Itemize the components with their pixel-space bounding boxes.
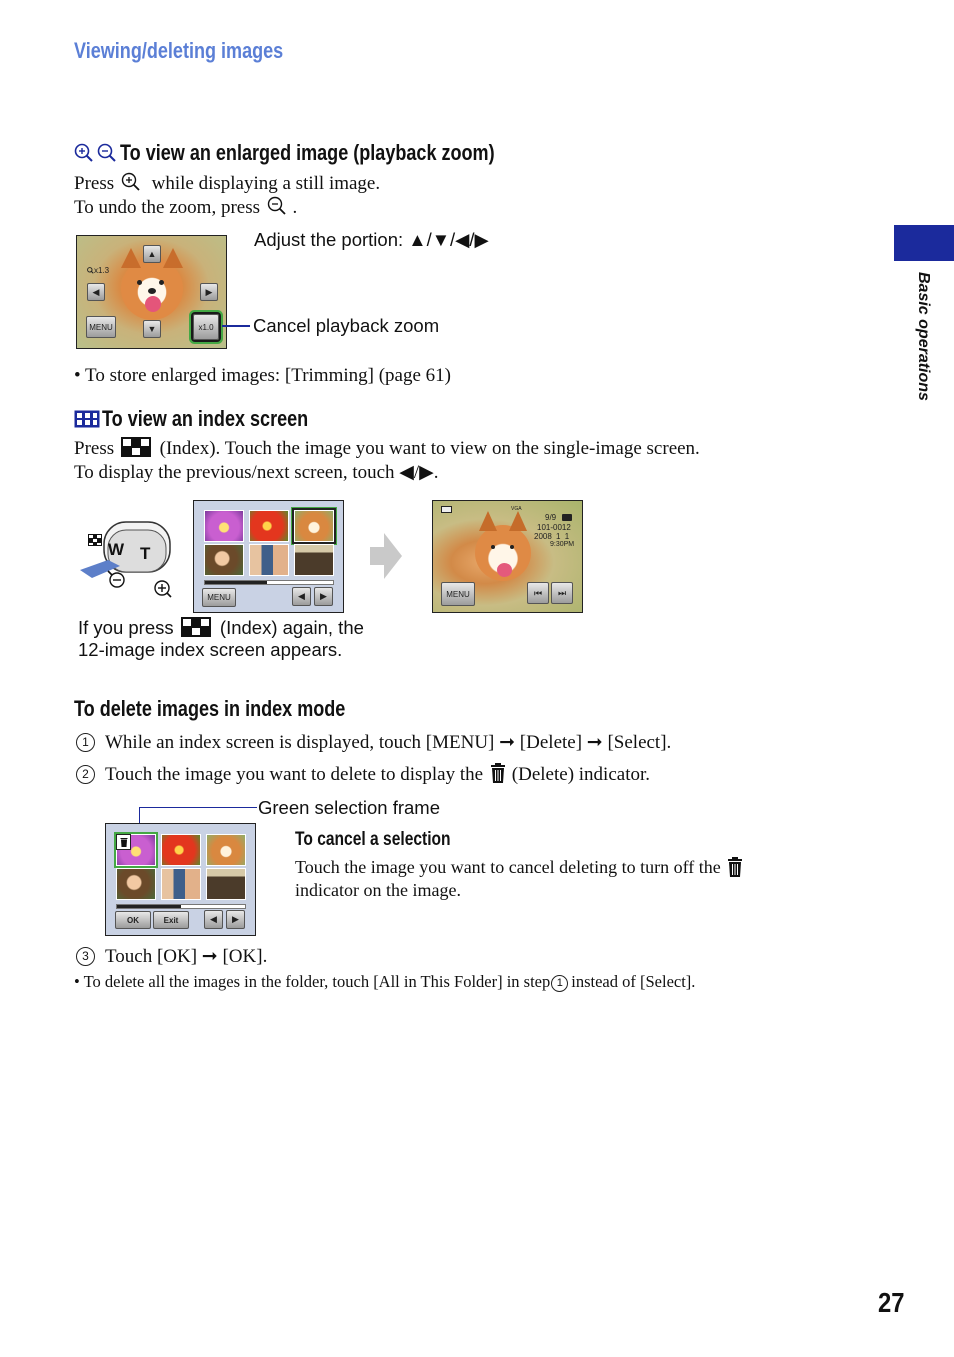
zoom-out-icon (97, 143, 117, 163)
index-prev-button[interactable]: ◀ (292, 587, 311, 606)
step-number: 3 (76, 947, 95, 966)
scroll-left-button[interactable]: ◀ (87, 283, 105, 301)
zoom-heading-row (74, 141, 577, 165)
trash-icon (116, 834, 131, 850)
delete-prev-button[interactable]: ◀ (204, 910, 223, 929)
step-number: 1 (551, 975, 568, 992)
delete-all-note (74, 971, 695, 993)
delete-heading: To delete images in index mode (74, 696, 346, 721)
cancel-selection-line2: indicator on the image. (295, 880, 461, 900)
zoom-lcd-screen (76, 235, 227, 349)
thumb-child[interactable] (204, 544, 244, 576)
zoom-heading: To view an enlarged image (playback zoom) (120, 140, 495, 165)
lcd-menu-button[interactable]: MENU (86, 316, 116, 338)
lever-t-label: T (140, 544, 151, 563)
previous-image-button[interactable]: ⏮ (527, 582, 549, 604)
trash-icon (490, 763, 506, 783)
lever-w-label: W (108, 540, 125, 559)
caption-a: If you press (78, 617, 174, 638)
side-tab-marker (894, 225, 954, 261)
delete-step-2 (76, 763, 650, 787)
delete-step-1 (76, 731, 671, 755)
callout-green-frame: Green selection frame (258, 797, 441, 818)
delete-lcd-screen (105, 823, 256, 936)
recorded-date: 2008 1 1 (534, 532, 570, 541)
callout-line (222, 325, 250, 327)
file-number: 101-0012 (537, 523, 571, 532)
zoom-level-label: x1.3 (87, 266, 109, 275)
right-arrow-icon (370, 533, 402, 579)
index-heading-row (74, 407, 353, 431)
delete-scrollbar[interactable] (116, 904, 246, 909)
zoom-line2-b: . (292, 197, 298, 218)
index-line1 (74, 437, 700, 461)
index-line2: To display the previous/next screen, touch ◀/▶. (74, 462, 439, 483)
index-scrollbar[interactable] (204, 580, 334, 585)
protect-icon (562, 514, 572, 521)
index-caption-line1 (78, 617, 364, 639)
cancel-line1-text: Touch the image you want to cancel deleting to turn off the (295, 857, 721, 877)
thumb-flower-purple[interactable] (204, 510, 244, 542)
zoom-line1 (74, 172, 380, 196)
trimming-note: • To store enlarged images: [Trimming] (page 61) (74, 365, 451, 386)
note-a: • To delete all the images in the folder, touch [All in This Folder] in step (74, 972, 551, 991)
delete-ok-button[interactable]: OK (115, 911, 151, 929)
section-header: Viewing/deleting images (74, 38, 284, 63)
cancel-selection-line1 (295, 856, 743, 878)
zoom-out-icon (267, 196, 287, 216)
step-number: 1 (76, 733, 95, 752)
zoom-line1-b: while displaying a still image. (151, 173, 381, 194)
thumb-flower-red[interactable] (161, 834, 201, 866)
caption-b: (Index) again, the (219, 617, 364, 638)
next-image-button[interactable]: ⏭ (551, 582, 573, 604)
zoom-in-icon (74, 143, 94, 163)
step1-text: While an index screen is displayed, touch [MENU] ➞ [Delete] ➞ [Select]. (105, 732, 672, 753)
zoom-lever-illustration (78, 512, 182, 604)
zoom-line2-a: To undo the zoom, press (74, 197, 261, 218)
index-line1-a: Press (74, 438, 115, 459)
callout-cancel-zoom: Cancel playback zoom (253, 315, 440, 336)
scroll-down-button[interactable]: ▼ (143, 320, 161, 338)
zoom-in-icon (121, 172, 141, 192)
battery-icon (441, 506, 452, 513)
zoom-line2 (74, 196, 297, 220)
step3-text: Touch [OK] ➞ [OK]. (105, 946, 268, 967)
index-next-button[interactable]: ▶ (314, 587, 333, 606)
delete-step-3 (76, 945, 267, 969)
recorded-time: 9:30PM (550, 541, 575, 548)
cancel-zoom-button[interactable]: x1.0 (193, 314, 219, 340)
index-line1-b: (Index). Touch the image you want to view on the single-image screen. (159, 438, 700, 459)
side-tab-label: Basic operations (915, 272, 932, 401)
delete-next-button[interactable]: ▶ (226, 910, 245, 929)
thumb-child[interactable] (116, 868, 156, 900)
note-b: instead of [Select]. (571, 972, 696, 991)
thumb-family[interactable] (161, 868, 201, 900)
delete-exit-button[interactable]: Exit (153, 911, 189, 929)
index-icon (181, 617, 211, 637)
image-counter: 9/9 (545, 513, 557, 522)
zoom-line1-a: Press (74, 173, 115, 194)
zoom-in-icon (87, 267, 94, 274)
index-caption-line2: 12-image index screen appears. (78, 639, 343, 660)
scroll-up-button[interactable]: ▲ (143, 245, 161, 263)
single-image-lcd (432, 500, 583, 613)
single-menu-button[interactable]: MENU (441, 582, 475, 606)
image-size-label: VGA (511, 506, 522, 512)
cancel-selection-heading: To cancel a selection (295, 829, 451, 850)
thumb-forest[interactable] (294, 544, 334, 576)
step2-b: (Delete) indicator. (511, 764, 651, 785)
index-heading: To view an index screen (102, 406, 309, 431)
thumb-dog[interactable] (206, 834, 246, 866)
step-number: 2 (76, 765, 95, 784)
thumb-family[interactable] (249, 544, 289, 576)
index-icon (74, 410, 100, 428)
thumb-forest[interactable] (206, 868, 246, 900)
trash-icon (727, 857, 743, 877)
index-lcd-screen (193, 500, 344, 613)
index-icon (121, 437, 151, 457)
thumb-dog[interactable] (294, 510, 334, 542)
scroll-right-button[interactable]: ▶ (200, 283, 218, 301)
thumb-flower-red[interactable] (249, 510, 289, 542)
callout-adjust-portion: Adjust the portion: ▲/▼/◀/▶ (254, 229, 489, 250)
page-number: 27 (878, 1287, 905, 1318)
step2-a: Touch the image you want to delete to display the (105, 764, 484, 785)
index-menu-button[interactable]: MENU (202, 588, 236, 607)
